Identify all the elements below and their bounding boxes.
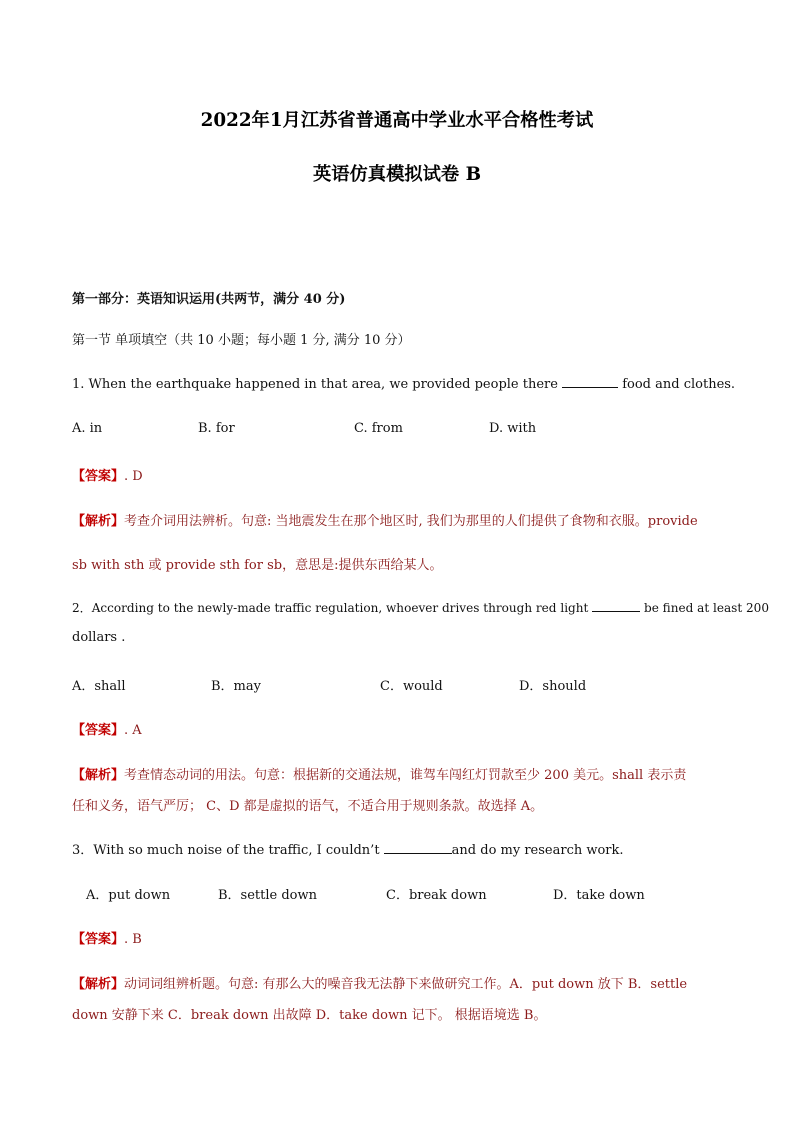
question-1-option-b: B. for: [198, 421, 235, 436]
analysis-text: 考查情态动词的用法。句意：根据新的交通法规，谁驾车闯红灯罚款至少 200 美元。shall 表示责: [124, 768, 687, 783]
analysis-tag: 【解析】: [72, 768, 125, 783]
question-2-answer: [72, 719, 142, 738]
question-1-stem-after: food and clothes.: [618, 377, 736, 392]
analysis-tag: 【解析】: [72, 514, 125, 529]
answer-value: . A: [124, 723, 142, 738]
analysis-tag: 【解析】: [72, 977, 125, 992]
question-3-answer: [72, 928, 142, 947]
question-2-stem-after: be fined at least 200: [640, 601, 770, 615]
part-heading: 第一部分：英语知识运用(共两节，满分 40 分): [72, 292, 346, 307]
document-title: 2022年1月江苏省普通高中学业水平合格性考试: [200, 110, 594, 131]
answer-blank: [562, 375, 618, 388]
analysis-text: 动词词组辨析题。句意: 有那么大的噪音我无法静下来做研究工作。A．put down 放下 B．settle: [124, 977, 688, 992]
question-1-option-a: A. in: [72, 421, 103, 436]
question-2-analysis-cont: 任和义务，语气严厉； C、D 都是虚拟的语气，不适合用于规则条款。故选择 A。: [72, 799, 544, 814]
analysis-text: 考查介词用法辨析。句意: 当地震发生在那个地区时, 我们为那里的人们提供了食物和衣服。provide: [124, 514, 698, 529]
question-3-analysis-cont: down 安静下来 C．break down 出故障 D．take down 记下。 根据语境选 B。: [72, 1008, 547, 1023]
question-3-option-a: A．put down: [86, 888, 171, 903]
question-1-option-c: C. from: [354, 421, 403, 436]
question-2-option-d: D．should: [519, 679, 587, 694]
question-2-option-c: C．would: [380, 679, 443, 694]
question-2-option-b: B．may: [211, 679, 261, 694]
answer-tag: 【答案】: [72, 932, 125, 947]
question-1-analysis-cont: sb with sth 或 provide sth for sb，意思是:提供东西给某人。: [72, 558, 443, 573]
answer-tag: 【答案】: [72, 723, 125, 738]
question-1-option-d: D. with: [489, 421, 537, 436]
answer-blank: [384, 841, 452, 854]
question-1-stem: [72, 375, 735, 392]
section-heading: 第一节 单项填空（共 10 小题；每小题 1 分, 满分 10 分）: [72, 333, 411, 348]
question-3-stem: [72, 839, 624, 858]
question-3-stem-after: and do my research work.: [451, 843, 624, 858]
question-3-option-c: C．break down: [386, 888, 487, 903]
question-2-stem-before: 2．According to the newly-made traffic regulation, whoever drives through red light: [72, 601, 593, 615]
question-2-option-a: A．shall: [72, 679, 126, 694]
question-2-stem-cont: dollars .: [72, 630, 126, 645]
answer-value: . B: [124, 932, 142, 947]
question-3-stem-before: 3．With so much noise of the traffic, I couldn’t: [72, 843, 384, 858]
answer-tag: 【答案】: [72, 469, 125, 484]
document-subtitle: 英语仿真模拟试卷 B: [312, 164, 482, 185]
question-2-analysis: [72, 764, 686, 783]
question-2-stem: [72, 599, 769, 616]
question-1-analysis: [72, 510, 698, 529]
answer-value: . D: [124, 469, 143, 484]
answer-blank: [592, 599, 640, 612]
question-3-analysis: [72, 973, 687, 992]
question-3-option-b: B．settle down: [218, 888, 317, 903]
question-1-stem-before: 1. When the earthquake happened in that area, we provided people there: [72, 377, 563, 392]
question-3-option-d: D．take down: [553, 888, 645, 903]
question-1-answer: [72, 465, 143, 484]
